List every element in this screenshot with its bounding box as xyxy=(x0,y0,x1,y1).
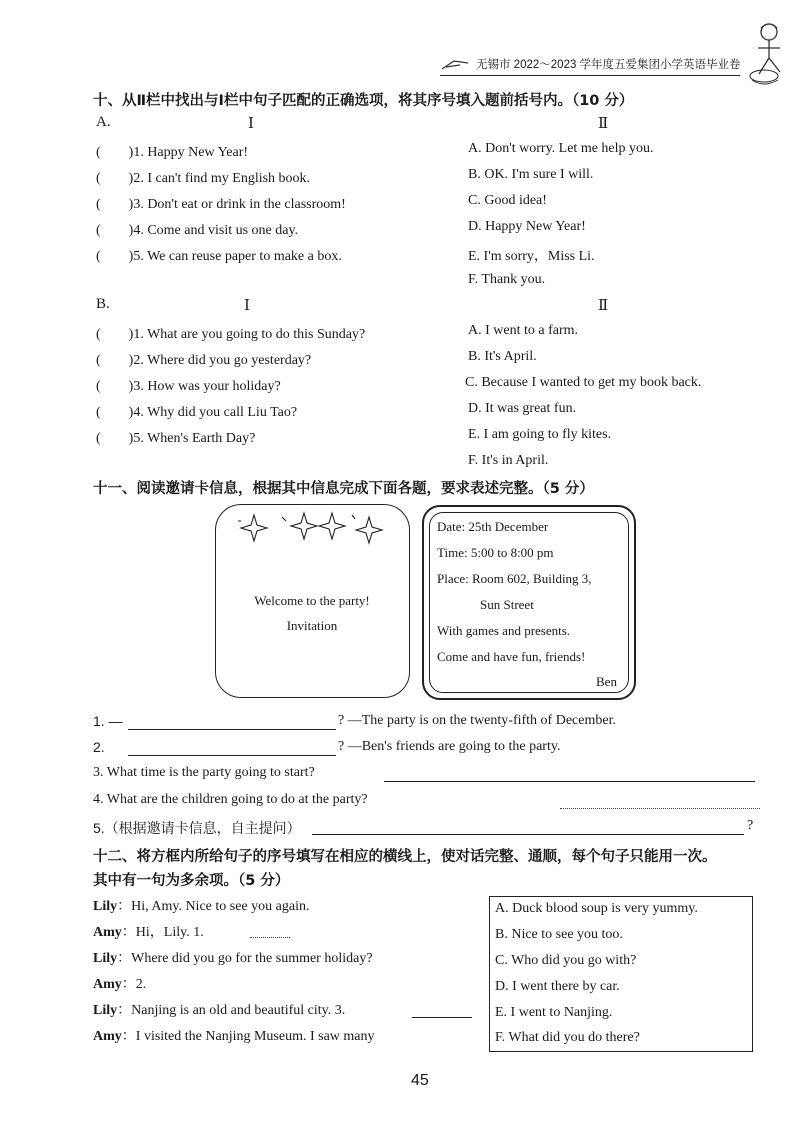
dialogue-line-4 xyxy=(93,973,146,993)
invitation-games: With games and presents. xyxy=(437,623,571,638)
invitation-card-front xyxy=(215,504,410,698)
partB-question-3[interactable]: ( )3. How was your holiday? xyxy=(96,379,281,394)
utterance: ：Where did you go for the summer holiday? xyxy=(117,951,373,966)
s11-q1-number: 1. — xyxy=(93,713,123,729)
cartoon-boy-icon xyxy=(744,18,794,88)
partB-col1-header: Ⅰ xyxy=(244,298,250,314)
pen-doodle-icon xyxy=(440,57,472,73)
s11-q4-answer-line[interactable] xyxy=(560,808,760,809)
invitation-welcome: Welcome to the party! xyxy=(254,593,370,608)
s11-q1-answer-line[interactable] xyxy=(128,729,336,730)
blank-3-line[interactable] xyxy=(412,1017,472,1018)
blank-1-line[interactable] xyxy=(250,937,290,938)
utterance: ：Nanjing is an old and beautiful city. 3. xyxy=(117,1003,346,1018)
speaker: Amy xyxy=(93,977,122,992)
s12-option-B: B. Nice to see you too. xyxy=(495,927,623,942)
sparkle-stars-icon xyxy=(234,511,404,551)
s11-q4-text: 4. What are the children going to do at the party? xyxy=(93,792,368,807)
header-rule xyxy=(440,75,740,76)
dialogue-line-5 xyxy=(93,999,345,1019)
utterance: ：Hi，Lily. 1. xyxy=(121,925,204,940)
invitation-title: Invitation xyxy=(286,618,338,633)
s11-q2-answer-line[interactable] xyxy=(128,755,336,756)
partA-question-1[interactable]: ( )1. Happy New Year! xyxy=(96,145,249,160)
invitation-place-line1: Place: Room 602, Building 3, xyxy=(437,571,592,586)
invitation-card-back xyxy=(422,505,636,700)
dialogue-line-6 xyxy=(93,1025,375,1045)
partA-col2-header: Ⅱ xyxy=(598,116,609,132)
partB-option-D: D. It was great fun. xyxy=(468,401,577,416)
partA-question-4[interactable]: ( )4. Come and visit us one day. xyxy=(96,223,299,238)
s11-q2-text: ? —Ben's friends are going to the party. xyxy=(338,739,561,754)
partB-option-C: C. Because I wanted to get my book back. xyxy=(465,375,702,390)
s11-q5-end: ? xyxy=(747,818,754,833)
partB-question-5[interactable]: ( )5. When's Earth Day? xyxy=(96,431,256,446)
speaker: Amy xyxy=(93,925,122,940)
s12-option-F: F. What did you do there? xyxy=(495,1030,640,1045)
dialogue-line-1 xyxy=(93,895,309,915)
invitation-place-line2: Sun Street xyxy=(480,597,534,612)
invitation-date: Date: 25th December xyxy=(437,519,549,534)
s11-q5-text: 5.（根据邀请卡信息，自主提问） xyxy=(93,820,301,836)
sentence-options-box xyxy=(489,896,753,1052)
partB-col2-header: Ⅱ xyxy=(598,298,609,314)
s12-option-D: D. I went there by car. xyxy=(495,979,620,994)
section10-title: 十、从Ⅱ栏中找出与Ⅰ栏中句子匹配的正确选项，将其序号填入题前括号内。（10 分） xyxy=(93,93,634,109)
s12-option-E: E. I went to Nanjing. xyxy=(495,1005,613,1020)
partA-option-A: A. Don't worry. Let me help you. xyxy=(468,141,654,156)
partA-option-D: D. Happy New Year! xyxy=(468,219,586,234)
partB-option-F: F. It's in April. xyxy=(468,453,549,468)
invitation-time: Time: 5:00 to 8:00 pm xyxy=(437,545,554,560)
speaker: Amy xyxy=(93,1029,122,1044)
s11-q1-text: ? —The party is on the twenty-fifth of December. xyxy=(338,713,616,728)
partA-question-5[interactable]: ( )5. We can reuse paper to make a box. xyxy=(96,249,342,264)
partA-question-3[interactable]: ( )3. Don't eat or drink in the classroom! xyxy=(96,197,346,212)
invitation-come: Come and have fun, friends! xyxy=(437,649,586,664)
partB-question-2[interactable]: ( )2. Where did you go yesterday? xyxy=(96,353,312,368)
utterance: ：Hi, Amy. Nice to see you again. xyxy=(117,899,310,914)
s11-q5-answer-line[interactable] xyxy=(312,834,744,835)
partB-label: B. xyxy=(96,296,110,312)
partB-question-1[interactable]: ( )1. What are you going to do this Sunday? xyxy=(96,327,366,342)
invitation-signature: Ben xyxy=(596,674,617,689)
s12-option-C: C. Who did you go with? xyxy=(495,953,637,968)
dialogue-line-3 xyxy=(93,947,373,967)
partA-option-F: F. Thank you. xyxy=(468,272,546,287)
series-title: 无锡市 2022～2023 学年度五爱集团小学英语毕业卷 xyxy=(476,59,741,71)
partB-option-B: B. It's April. xyxy=(468,349,537,364)
utterance: ：2. xyxy=(121,977,147,992)
partA-label: A. xyxy=(96,114,111,130)
partB-option-A: A. I went to a farm. xyxy=(468,323,579,338)
utterance: ：I visited the Nanjing Museum. I saw many xyxy=(121,1029,375,1044)
partA-question-2[interactable]: ( )2. I can't find my English book. xyxy=(96,171,311,186)
section12-title-line1: 十二、将方框内所给句子的序号填写在相应的横线上，使对话完整、通顺，每个句子只能用一次。 xyxy=(93,849,717,865)
s11-q3-answer-line[interactable] xyxy=(384,781,755,782)
section11-title: 十一、阅读邀请卡信息，根据其中信息完成下面各题，要求表述完整。（5 分） xyxy=(93,481,594,497)
partA-option-B: B. OK. I'm sure I will. xyxy=(468,167,594,182)
section12-title-line2: 其中有一句为多余项。（5 分） xyxy=(93,873,290,889)
s11-q2-number: 2. xyxy=(93,739,105,755)
partA-option-C: C. Good idea! xyxy=(468,193,547,208)
s12-option-A: A. Duck blood soup is very yummy. xyxy=(495,901,698,916)
partA-col1-header: Ⅰ xyxy=(248,116,254,132)
page-number: 45 xyxy=(411,1072,429,1089)
partB-question-4[interactable]: ( )4. Why did you call Liu Tao? xyxy=(96,405,298,420)
s11-q3-text: 3. What time is the party going to start? xyxy=(93,765,315,780)
speaker: Lily xyxy=(93,1003,118,1018)
speaker: Lily xyxy=(93,951,118,966)
partB-option-E: E. I am going to fly kites. xyxy=(468,427,612,442)
dialogue-line-2 xyxy=(93,921,204,941)
speaker: Lily xyxy=(93,899,118,914)
partA-option-E: E. I'm sorry，Miss Li. xyxy=(468,249,595,264)
